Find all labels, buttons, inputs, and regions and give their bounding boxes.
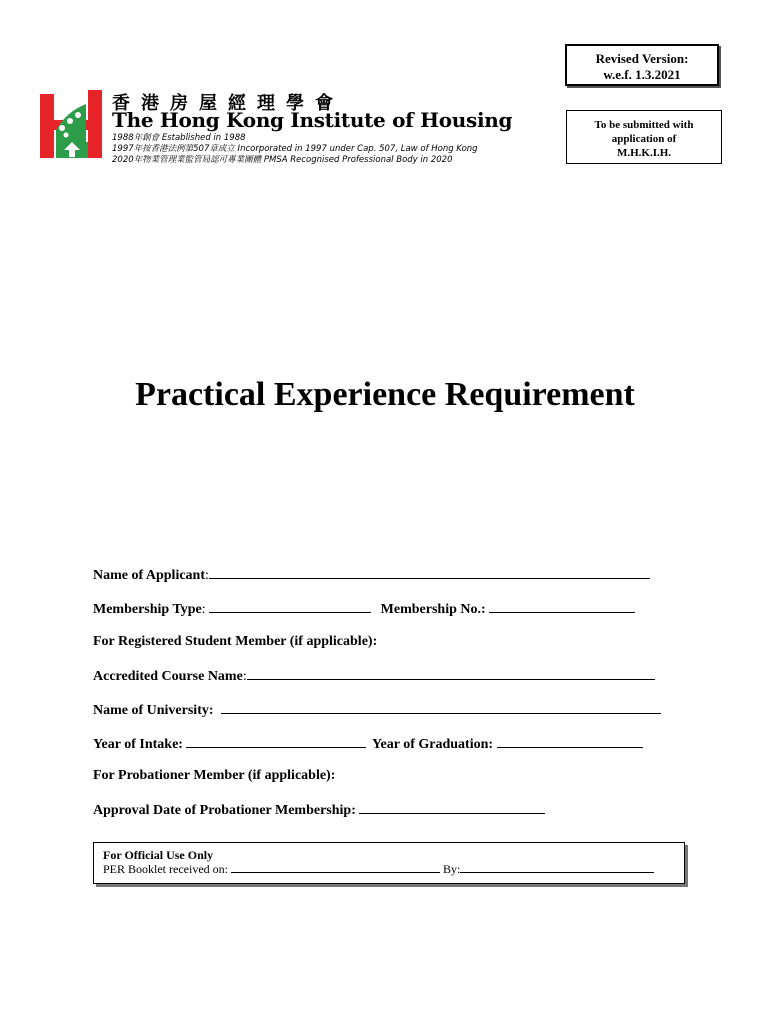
- approval-date-label: Approval Date of Probationer Membership:: [93, 803, 356, 818]
- submission-note-line-2: application of: [611, 133, 677, 145]
- official-use-heading: For Official Use Only: [103, 848, 214, 862]
- revised-version-box: [565, 44, 719, 86]
- year-of-intake-field[interactable]: [186, 735, 366, 748]
- probationer-section-heading: For Probationer Member (if applicable):: [93, 768, 336, 783]
- submission-note-box: [566, 110, 722, 164]
- year-of-intake-label: Year of Intake:: [93, 737, 183, 752]
- course-row: Accredited Course Name:: [93, 667, 655, 685]
- year-of-graduation-field[interactable]: [497, 735, 643, 748]
- membership-row: Membership Type: Membership No.:: [93, 600, 635, 618]
- year-of-graduation-label: Year of Graduation:: [371, 737, 494, 752]
- course-name-field[interactable]: [247, 667, 655, 680]
- official-use-box: [93, 842, 685, 884]
- year-row: [93, 735, 643, 753]
- university-label: Name of University:: [93, 703, 214, 718]
- booklet-received-label: PER Booklet received on:: [103, 862, 228, 876]
- membership-type-label: Membership Type: [93, 602, 202, 617]
- received-by-label: By:: [442, 862, 461, 876]
- course-name-label: Accredited Course Name: [93, 669, 243, 684]
- membership-no-field[interactable]: [489, 600, 635, 613]
- organization-recognition: 2020年物業管理業監管局認可專業團體 PMSA Recognised Professional Body in 2020: [112, 155, 453, 165]
- revised-version-date: w.e.f. 1.3.2021: [603, 67, 681, 82]
- submission-note-line-3: M.H.K.I.H.: [616, 147, 672, 159]
- student-section-heading: For Registered Student Member (if applicable):: [93, 634, 378, 649]
- submission-note-line-1: To be submitted with: [594, 119, 694, 131]
- organization-incorporated: 1997年按香港法例第507章成立 Incorporated in 1997 under Cap. 507, Law of Hong Kong: [112, 144, 478, 154]
- hkih-logo-icon: [40, 90, 102, 158]
- organization-name-chinese: 香港房屋經理學會: [112, 93, 344, 114]
- approval-date-row: [93, 801, 545, 819]
- revised-version-label: Revised Version:: [595, 51, 689, 66]
- applicant-name-row: Name of Applicant:: [93, 566, 650, 584]
- received-by-field[interactable]: [460, 862, 654, 873]
- booklet-received-field[interactable]: [231, 862, 440, 873]
- approval-date-field[interactable]: [359, 801, 545, 814]
- organization-name-english: The Hong Kong Institute of Housing: [112, 108, 513, 132]
- applicant-name-field[interactable]: [209, 566, 650, 579]
- university-row: [93, 701, 661, 719]
- page-title: Practical Experience Requirement: [135, 376, 635, 413]
- applicant-name-label: Name of Applicant: [93, 568, 205, 583]
- university-field[interactable]: [221, 701, 661, 714]
- membership-no-label: Membership No.:: [380, 602, 486, 617]
- official-use-row: [103, 862, 684, 876]
- membership-type-field[interactable]: [209, 600, 371, 613]
- organization-established: 1988年創會 Established in 1988: [112, 133, 246, 143]
